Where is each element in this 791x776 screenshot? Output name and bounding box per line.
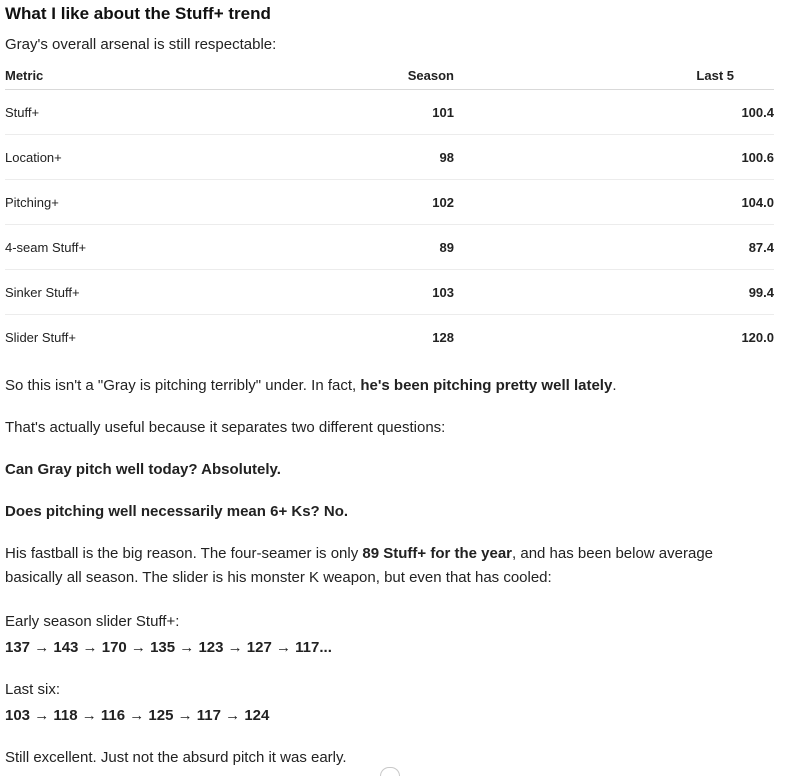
p1-pre: So this isn't a "Gray is pitching terribly" under. In fact, (5, 377, 361, 394)
p1-post: . (612, 377, 617, 394)
table-header-row (5, 61, 774, 90)
metric-cell: Stuff+ (5, 90, 294, 135)
last-six-sequence: 103 → 118 → 116 → 125 → 117 → 124 (5, 707, 270, 724)
question-one: Can Gray pitch well today? Absolutely. (5, 461, 281, 478)
paragraph-under-verdict (5, 374, 775, 398)
section-heading: What I like about the Stuff+ trend (5, 4, 271, 23)
last5-cell: 120.0 (741, 329, 774, 345)
last5-cell: 99.4 (454, 270, 774, 315)
metric-cell: 4-seam Stuff+ (5, 225, 294, 270)
p3-bold: 89 Stuff+ for the year (362, 545, 513, 562)
season-cell: 128 (432, 329, 454, 345)
p3-pre: His fastball is the big reason. The four-seamer is only (5, 545, 363, 562)
header-metric: Metric (5, 61, 294, 90)
paragraph-two-questions: That's actually useful because it separates two different questions: (5, 419, 446, 436)
table-row (5, 225, 774, 270)
closing-text: Still excellent. Just not the absurd pitch it was early. (5, 749, 347, 766)
stuff-plus-table (5, 61, 774, 359)
table-row (5, 270, 774, 315)
season-cell: 103 (294, 270, 454, 315)
p1-bold: he's been pitching pretty well lately (360, 377, 613, 394)
header-season: Season (294, 61, 454, 90)
table-row (5, 315, 774, 360)
last5-cell: 87.4 (454, 225, 774, 270)
metric-cell: Slider Stuff+ (5, 329, 76, 345)
season-cell: 98 (294, 135, 454, 180)
p3-post: , and has been below average basically all season. The slider is his monster K weapon, but even that has cooled: (5, 545, 714, 586)
early-season-sequence: 137 → 143 → 170 → 135 → 123 → 127 → 117... (5, 639, 332, 656)
table-row (5, 180, 774, 225)
table-row (5, 135, 774, 180)
season-cell: 101 (294, 90, 454, 135)
paragraph-fastball (5, 542, 770, 590)
metric-cell: Sinker Stuff+ (5, 270, 294, 315)
last5-cell: 100.4 (454, 90, 774, 135)
metric-cell: Location+ (5, 135, 294, 180)
table-row (5, 90, 774, 135)
last5-cell: 100.6 (454, 135, 774, 180)
season-cell: 102 (294, 180, 454, 225)
early-season-label: Early season slider Stuff+: (5, 613, 180, 630)
last5-cell: 104.0 (454, 180, 774, 225)
season-cell: 89 (294, 225, 454, 270)
metric-cell: Pitching+ (5, 180, 294, 225)
question-two: Does pitching well necessarily mean 6+ Ks? No. (5, 503, 349, 520)
last-six-label: Last six: (5, 681, 61, 698)
header-last5: Last 5 (454, 61, 774, 90)
intro-text: Gray's overall arsenal is still respectable: (5, 36, 277, 53)
